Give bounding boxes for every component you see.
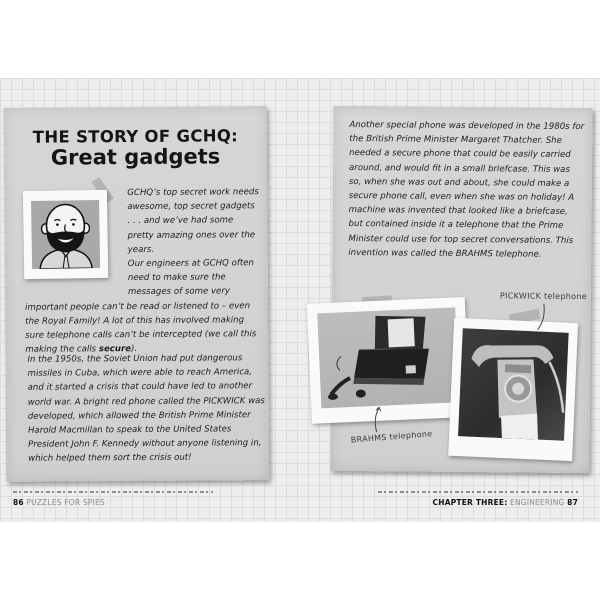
caption-arrow-icon — [534, 302, 550, 332]
chapter-label: CHAPTER THREE: — [432, 498, 508, 507]
right-page-panel — [330, 106, 592, 473]
pickwick-caption: PICKWICK telephone — [499, 291, 587, 302]
left-page-panel — [4, 106, 270, 482]
page-number-right: 87 — [567, 498, 578, 507]
engineers-paragraph-end: ). — [131, 344, 138, 355]
cuba-crisis-paragraph: In the 1950s, the Soviet Union had put dangerous missiles in Cuba, which were able to reach America, and it started a crisis that could have led to another world war. A bright red phone called the PICKWICK was developed, which allowed the British Prime Minister Harold Macmillan to speak to the United States President John F. Kennedy without anyone listening in, which helped them sort the crisis out! — [27, 353, 265, 465]
brahms-photo — [307, 297, 470, 424]
pickwick-photo — [448, 318, 578, 461]
footer-right — [433, 498, 578, 507]
page-title-line1: THE STORY OF GCHQ: — [32, 126, 239, 147]
brahms-caption: BRAHMS telephone — [350, 429, 433, 445]
page-number-left: 86 — [13, 498, 24, 507]
engineers-paragraph — [25, 256, 266, 357]
brahms-paragraph: Another special phone was developed in the 1980s for the British Prime Minister Margaret Thatcher. She needed a secure phone that could be easily carried around, and would fit in a small briefcase. This was so, when she was out and about, she could make a secure phone call, even when she was on holiday! A machine was invented that looked like a briefcase, but contained inside it a telephone that the Prime Minister could use for top secret conversations. This invention was called the BRAHMS telephone. — [348, 120, 585, 260]
page-title-line2: Great gadgets — [50, 144, 221, 170]
rotary-telephone-image — [458, 328, 569, 441]
caption-arrow-icon — [367, 406, 387, 434]
rotary-telephone-icon — [458, 328, 569, 441]
engineers-paragraph-start: Our engineers at GCHQ often need to make sure the messages of some very — [127, 258, 255, 298]
section-label: ENGINEERING — [510, 498, 565, 507]
engineers-paragraph-body: important people can’t be read or listened to – even the Royal Family! A lot of this has involved making sure telephone calls can’t be intercepted (we call this making the calls — [25, 300, 257, 355]
footer-rule-right — [378, 491, 578, 493]
intro-paragraph: GCHQ’s top secret work needs awesome, top secret gadgets . . . and we’ve had some pretty amazing ones over the years. — [127, 187, 259, 255]
book-spread — [0, 78, 600, 522]
briefcase-telephone-image — [317, 307, 459, 408]
book-title: PUZZLES FOR SPIES — [26, 498, 105, 507]
briefcase-telephone-icon — [317, 307, 459, 408]
footer-rule-left — [13, 491, 213, 493]
footer-left — [13, 498, 105, 507]
secure-emphasis: secure — [98, 344, 132, 355]
